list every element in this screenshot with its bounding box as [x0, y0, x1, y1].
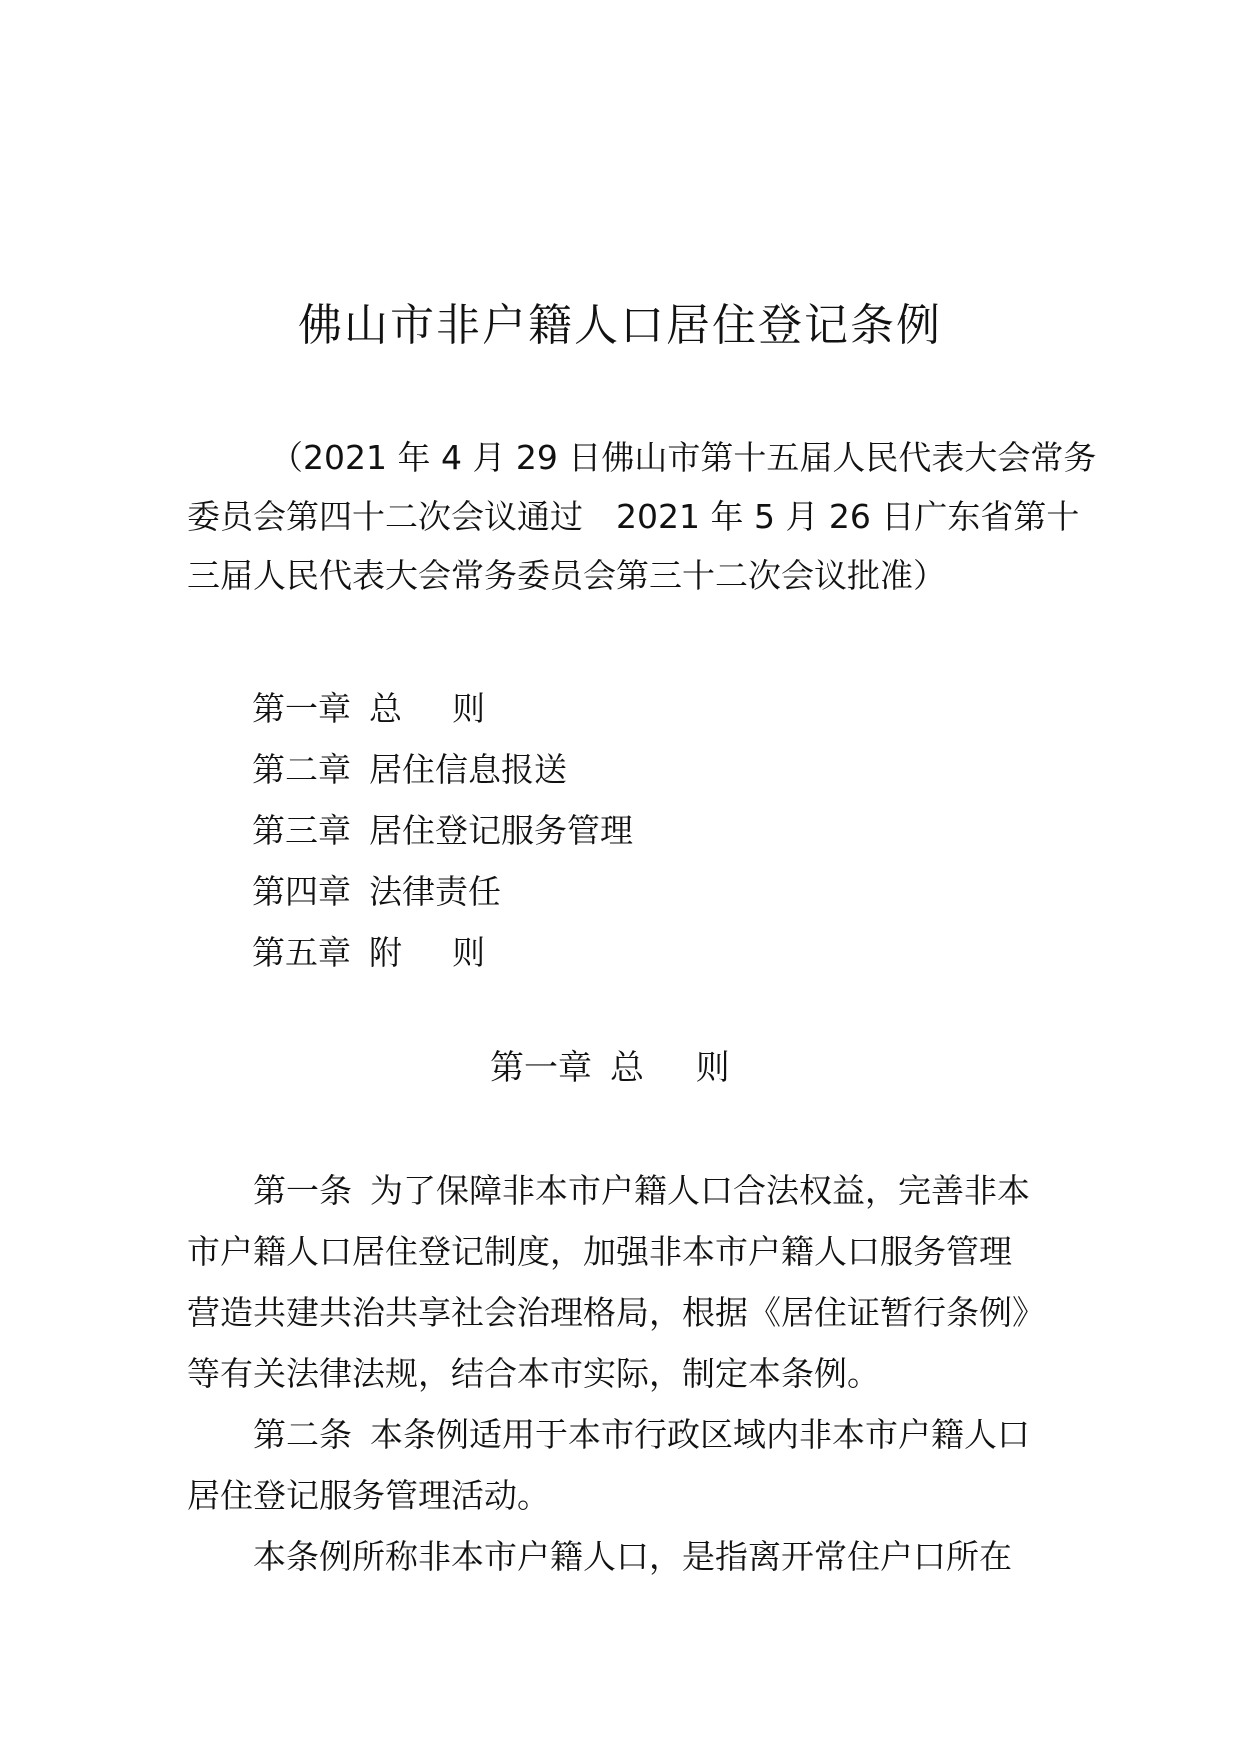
- toc-chapter-title: 居住登记服务管理: [369, 811, 633, 850]
- toc-item: [252, 739, 633, 800]
- chapter-number: 第一章: [489, 1048, 592, 1088]
- article-1-line: 市户籍人口居住登记制度，加强非本市户籍人口服务管理: [187, 1232, 1012, 1271]
- toc-chapter-number: 第二章: [252, 750, 351, 789]
- toc-chapter-number: 第五章: [252, 933, 351, 972]
- table-of-contents: [252, 678, 633, 983]
- article-label: 第一条: [253, 1171, 352, 1210]
- toc-chapter-title: 居住信息报送: [369, 750, 567, 789]
- body-text: [187, 1160, 1057, 1587]
- adoption-note-line: 委员会第四十二次会议通过 2021 年 5 月 26 日广东省第十: [187, 497, 1080, 536]
- chapter-heading: [0, 1038, 1240, 1098]
- adoption-note: [187, 428, 1097, 605]
- article-2-paragraph-line: 本条例所称非本市户籍人口，是指离开常住户口所在: [253, 1537, 1012, 1576]
- article-text: 本条例适用于本市行政区域内非本市户籍人口: [370, 1415, 1030, 1454]
- toc-chapter-title: 法律责任: [369, 872, 501, 911]
- article-2-line: [187, 1404, 1057, 1465]
- toc-item: [252, 678, 633, 739]
- toc-item: [252, 861, 633, 922]
- toc-chapter-title: 附 则: [369, 933, 505, 972]
- article-label: 第二条: [253, 1415, 352, 1454]
- article-1-line: 等有关法律法规，结合本市实际，制定本条例。: [187, 1354, 880, 1393]
- toc-item: [252, 800, 633, 861]
- toc-item: [252, 922, 633, 983]
- toc-chapter-number: 第四章: [252, 872, 351, 911]
- article-text: 为了保障非本市户籍人口合法权益，完善非本: [370, 1171, 1030, 1210]
- article-1-line: 营造共建共治共享社会治理格局，根据《居住证暂行条例》: [187, 1293, 1045, 1332]
- chapter-title: 总 则: [609, 1048, 750, 1088]
- article-2-line: 居住登记服务管理活动。: [187, 1476, 550, 1515]
- adoption-note-line: （2021 年 4 月 29 日佛山市第十五届人民代表大会常务: [270, 438, 1097, 477]
- article-1-line: [187, 1160, 1057, 1221]
- toc-chapter-title: 总 则: [369, 689, 505, 728]
- toc-chapter-number: 第三章: [252, 811, 351, 850]
- toc-chapter-number: 第一章: [252, 689, 351, 728]
- document-title: 佛山市非户籍人口居住登记条例: [298, 300, 942, 351]
- adoption-note-line: 三届人民代表大会常务委员会第三十二次会议批准）: [187, 556, 946, 595]
